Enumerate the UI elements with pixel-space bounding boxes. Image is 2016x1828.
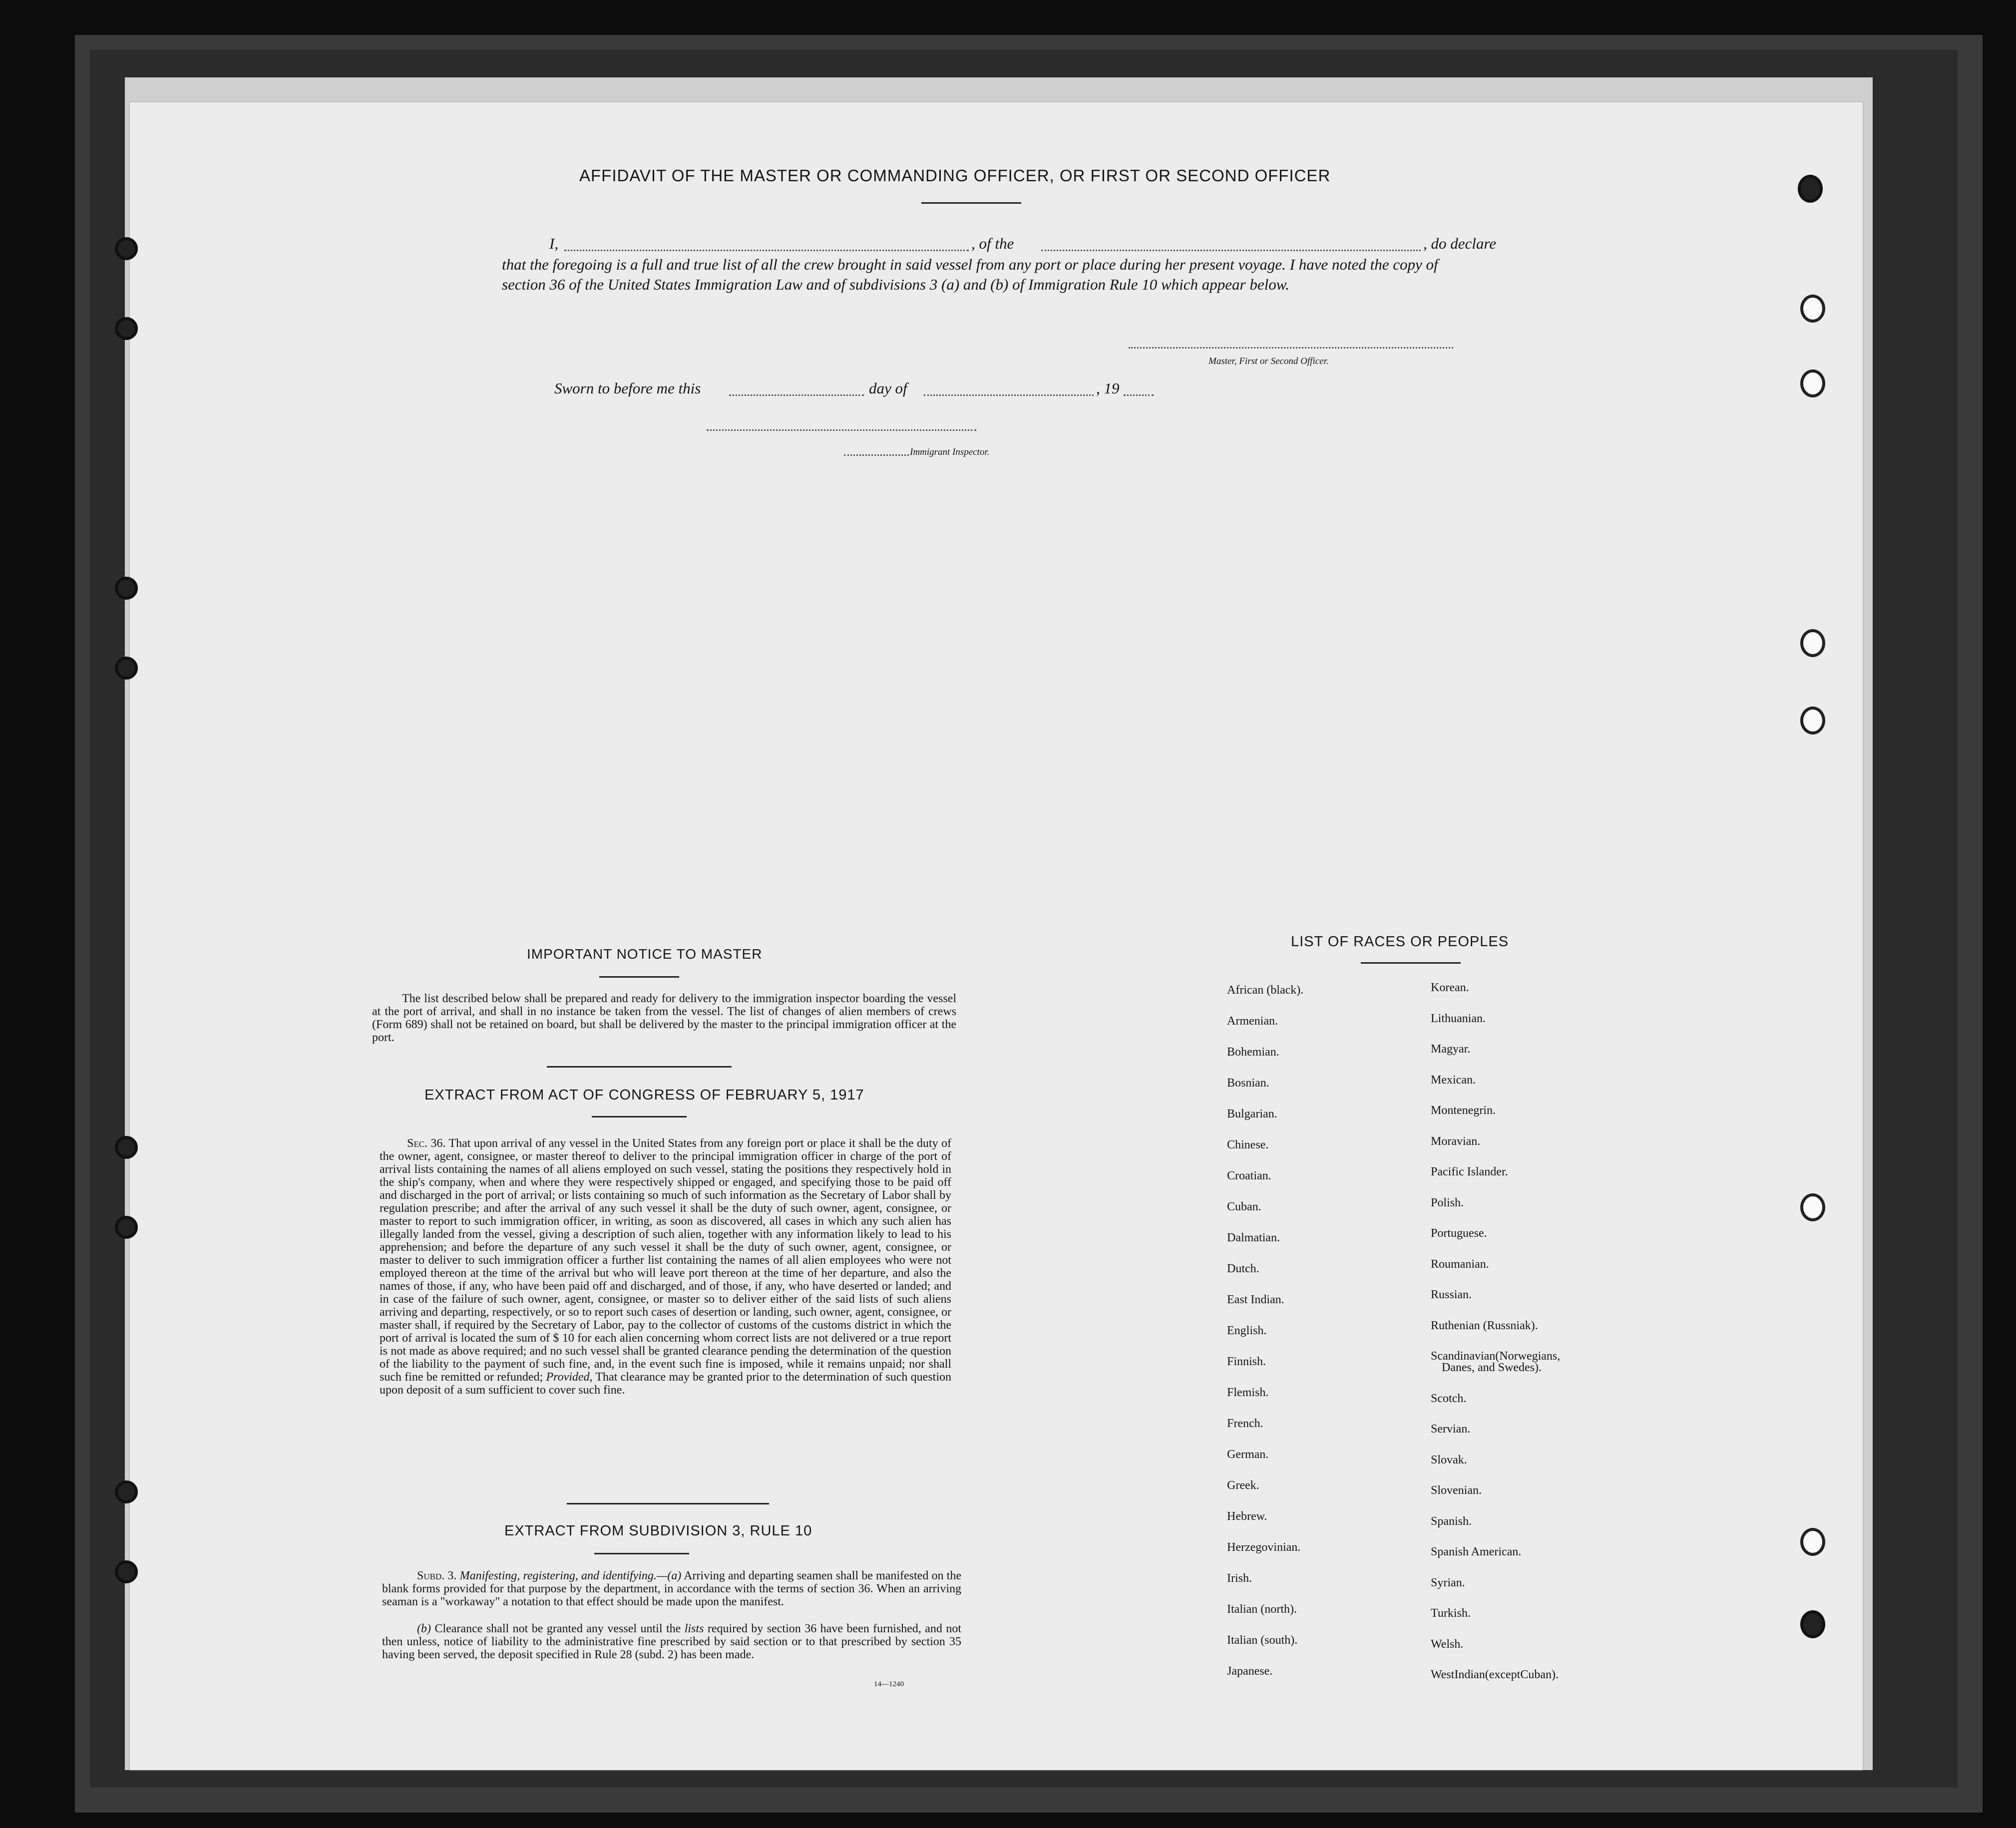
race-item: Bosnian.	[1227, 1077, 1269, 1090]
race-item: Japanese.	[1227, 1665, 1273, 1678]
race-item: Roumanian.	[1431, 1257, 1489, 1271]
race-item: Italian (south).	[1227, 1634, 1298, 1647]
race-item: Moravian.	[1431, 1134, 1481, 1148]
races-right-column	[1431, 981, 1640, 1680]
vessel-name-field[interactable]	[1041, 250, 1421, 251]
punch-hole-icon	[115, 237, 138, 260]
race-item: Montenegrin.	[1431, 1104, 1496, 1117]
race-item: WestIndian(exceptCuban).	[1431, 1668, 1559, 1682]
race-item: Magyar.	[1431, 1043, 1471, 1056]
race-item: Servian.	[1431, 1423, 1471, 1436]
race-item: Welsh.	[1431, 1637, 1464, 1651]
sworn-day-of-label: day of	[869, 379, 907, 397]
races-title: LIST OF RACES OR PEOPLES	[1291, 934, 1509, 950]
affidavit-title-rule	[921, 202, 1021, 204]
affidavit-body: that the foregoing is a full and true list of all the crew brought in said vessel from any port or place during her present voyage. I have noted the copy of section 36 of the United States Immigration Law and of subdivisions 3 (a) and (b) of Immigration Rule 10 which appear below.	[502, 256, 1438, 293]
rule-heading: Manifesting, registering, and identifying.—(a)	[459, 1569, 682, 1582]
race-item: Italian (north).	[1227, 1603, 1297, 1616]
punch-hole-icon	[115, 1480, 138, 1503]
punch-hole-icon	[1800, 629, 1825, 657]
do-declare-label: , do declare	[1423, 235, 1497, 252]
punch-hole-icon	[115, 1136, 138, 1159]
race-item: African (black).	[1227, 984, 1304, 997]
declarant-name-field[interactable]	[564, 250, 969, 251]
rule-text-a: Arriving and departing seamen shall be manifested on the blank forms provided for that purpose by the department, in accordance with the terms of section 36. When an arriving seaman is a "workaway" a notation to that effect should be made upon the manifest.	[382, 1569, 962, 1608]
punch-hole-icon	[115, 577, 138, 600]
punch-hole-icon	[115, 317, 138, 340]
punch-hole-icon	[115, 1560, 138, 1583]
inspector-signature-field[interactable]	[707, 429, 976, 431]
punch-hole-icon	[1800, 1193, 1825, 1221]
race-item: Korean.	[1431, 981, 1469, 994]
sworn-line	[554, 379, 1154, 400]
rule-b-label: (b)	[417, 1622, 431, 1635]
race-item: Hebrew.	[1227, 1510, 1267, 1523]
race-item: Bohemian.	[1227, 1046, 1279, 1059]
race-item: Slovak.	[1431, 1453, 1467, 1466]
race-item: German.	[1227, 1448, 1269, 1461]
race-item: Dutch.	[1227, 1262, 1259, 1275]
form-code: 14—1240	[874, 1680, 904, 1688]
race-item: French.	[1227, 1417, 1263, 1430]
master-signature-field[interactable]	[1129, 347, 1453, 349]
race-item: Chinese.	[1227, 1138, 1269, 1151]
form-page	[130, 102, 1863, 1770]
act-provided-label: Provided,	[546, 1371, 593, 1384]
race-item: Spanish American.	[1431, 1545, 1522, 1559]
punch-hole-icon	[1800, 707, 1825, 734]
race-item: Greek.	[1227, 1479, 1259, 1492]
master-signature-caption: Master, First or Second Officer.	[1209, 356, 1329, 366]
rule-subd-label: Subd. 3.	[417, 1569, 457, 1582]
race-item: Flemish.	[1227, 1386, 1269, 1399]
of-the-label: , of the	[971, 235, 1014, 252]
affidavit-declaration-line	[549, 235, 1598, 256]
punch-hole-icon	[115, 1216, 138, 1239]
race-item: Herzegovinian.	[1227, 1541, 1301, 1554]
race-item: Finnish.	[1227, 1355, 1266, 1368]
race-item: Slovenian.	[1431, 1484, 1482, 1497]
race-item: Bulgarian.	[1227, 1107, 1277, 1120]
race-item: Russian.	[1431, 1288, 1472, 1301]
rule-extract-title-rule	[594, 1553, 689, 1554]
race-item: Danes, and Swedes).	[1442, 1361, 1542, 1375]
act-extract-title: EXTRACT FROM ACT OF CONGRESS OF FEBRUARY 5, 1917	[424, 1087, 864, 1103]
act-separator-rule	[567, 1503, 769, 1504]
race-item: Polish.	[1431, 1196, 1464, 1209]
notice-title-rule	[599, 976, 679, 978]
act-section-label: Sec. 36.	[407, 1137, 446, 1150]
act-extract-title-rule	[592, 1116, 687, 1117]
notice-title: IMPORTANT NOTICE TO MASTER	[527, 946, 763, 962]
inspector-caption-leader	[844, 454, 909, 456]
rule-extract-title: EXTRACT FROM SUBDIVISION 3, RULE 10	[504, 1523, 812, 1539]
inspector-caption: Immigrant Inspector.	[910, 447, 990, 457]
notice-separator-rule	[547, 1066, 732, 1068]
sworn-year-field[interactable]	[1124, 394, 1154, 396]
act-section-text: That upon arrival of any vessel in the United States from any foreign port or place it shall be the duty of the owner, agent, consignee, or master thereof to deliver to the principal immigration officer in charge of the port of arrival lists containing the names of all aliens employed on such vessel, stating the positions they respectively hold in the ship's company, when and where they were respectively shipped or engaged, and specifying those to be paid off and discharged in the port of arrival; or lists containing so much of such information as the Secretary of Labor shall by regulation prescribe; and after the arrival of any such vessel it shall be the duty of such owner, agent, consignee, or master to report to such immigration officer, in writing, as soon as discovered, all cases in which any such alien has illegally landed from the vessel, giving a description of such alien, together with any information likely to lead to his apprehension; and before the departure of any such vessel it shall be the duty of such owner, agent, consignee, or master to deliver to such immigration officer a further list containing the names of all alien employees who were not employed thereon at the time of the arrival but who will leave port thereon at the time of her departure, and also the names of those, if any, who have been paid off and discharged, and of those, if any, who have deserted or landed; and in case of the failure of such owner, agent, consignee, or master so to deliver either of the said lists of such aliens arriving and departing, respectively, or so to report such cases of desertion or landing, such owner, agent, consignee, or master shall, if required by the Secretary of Labor, pay to the collector of customs of the customs district in which the port of arrival is located the sum of $ 10 for each alien concerning whom correct lists are not delivered or a true report is not made as above required; and no such vessel shall be granted clearance pending the determination of the question of the liability to the payment of such fine, and, in the event such fine is imposed, while it remains unpaid; nor shall such fine be remitted or refunded;	[380, 1137, 951, 1384]
rule-lists-word: lists	[684, 1622, 704, 1635]
rule-extract-body-b	[382, 1622, 961, 1661]
act-extract-body	[380, 1137, 951, 1397]
sworn-day-field[interactable]	[729, 394, 864, 396]
race-item: Pacific Islander.	[1431, 1165, 1508, 1178]
rule-extract-body-a	[382, 1569, 961, 1608]
race-item: Irish.	[1227, 1572, 1252, 1585]
race-item: Scotch.	[1431, 1392, 1467, 1405]
sworn-year-label: , 19	[1096, 379, 1120, 397]
punch-hole-icon	[115, 657, 138, 680]
race-item: English.	[1227, 1324, 1267, 1337]
race-item: Dalmatian.	[1227, 1231, 1280, 1244]
punch-hole-icon	[1800, 1610, 1825, 1638]
race-item: Turkish.	[1431, 1607, 1471, 1620]
race-item: Syrian.	[1431, 1576, 1465, 1589]
rule-text-b1: Clearance shall not be granted any vessel until the	[434, 1622, 681, 1635]
declarant-prefix: I,	[549, 235, 559, 252]
race-item: Ruthenian (Russniak).	[1431, 1319, 1538, 1332]
race-item: Spanish.	[1431, 1514, 1472, 1528]
punch-hole-icon	[1798, 175, 1823, 203]
races-title-rule	[1361, 962, 1461, 964]
race-item: Scandinavian(Norwegians,	[1431, 1350, 1561, 1363]
race-item: Lithuanian.	[1431, 1012, 1486, 1025]
race-item: Mexican.	[1431, 1073, 1476, 1087]
sworn-month-field[interactable]	[924, 394, 1094, 396]
punch-hole-icon	[1800, 369, 1825, 397]
act-provided-text: That clearance may be granted prior to the determination of such question upon deposit of a sum sufficient to cover such fine.	[380, 1371, 952, 1397]
race-item: Armenian.	[1227, 1015, 1278, 1028]
race-item: East Indian.	[1227, 1293, 1284, 1306]
punch-hole-icon	[1800, 1528, 1825, 1556]
race-item: Cuban.	[1227, 1200, 1261, 1213]
affidavit-title: AFFIDAVIT OF THE MASTER OR COMMANDING OFFICER, OR FIRST OR SECOND OFFICER	[579, 166, 1331, 185]
sworn-prefix: Sworn to before me this	[554, 379, 701, 397]
punch-hole-icon	[1800, 295, 1825, 323]
race-item: Croatian.	[1227, 1169, 1271, 1182]
rule-text-b2: required by section 36 have been furnished, and not then unless, notice of liability to the administrative fine prescribed by said section or to that prescribed by section 35 having been served, the deposit specified in Rule 28 (subd. 2) has been made.	[382, 1622, 962, 1661]
races-left-column	[1227, 984, 1417, 1683]
race-item: Portuguese.	[1431, 1227, 1487, 1240]
notice-body: The list described below shall be prepared and ready for delivery to the immigration inspector boarding the vessel at the port of arrival, and shall in no instance be taken from the vessel. The list of changes of alien members of crews (Form 689) shall not be retained on board, but shall be delivered by the master to the principal immigration officer at the port.	[372, 992, 956, 1044]
